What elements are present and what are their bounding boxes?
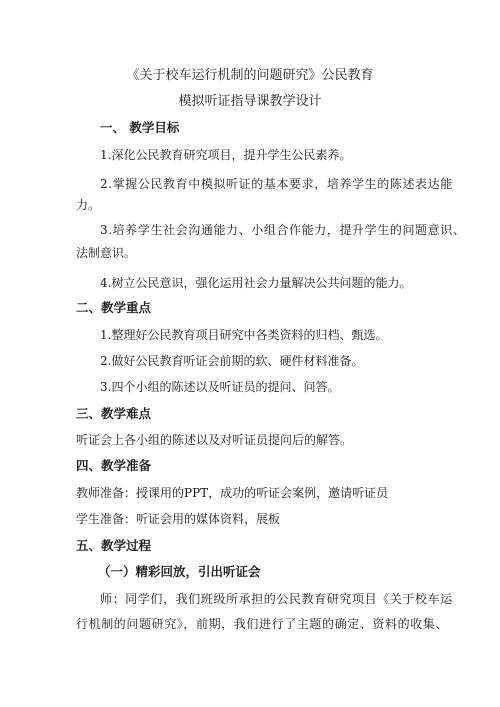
key-point-item-1: 1.整理好公民教育项目研究中各类资料的归档、甄选。	[100, 328, 388, 342]
document-title-line-2: 模拟听证指导课教学设计	[178, 94, 322, 109]
objective-item-2-line-1: 2.掌握公民教育中模拟听证的基本要求，培养学生的陈述表达能	[100, 177, 453, 191]
section-heading-process: 五、教学过程	[76, 538, 152, 553]
teacher-preparation: 教师准备：授课用的PPT，成功的听证会案例，邀请听证员	[76, 486, 389, 500]
process-text-line-1: 师：同学们，我们班级所承担的公民教育研究项目《关于校车运	[100, 592, 453, 606]
key-point-item-2: 2.做好公民教育听证会前期的软、硬件材料准备。	[100, 354, 364, 368]
document-title-line-1: 《关于校车运行机制的问题研究》公民教育	[126, 68, 374, 83]
process-subheading-1: （一）精彩回放，引出听证会	[98, 564, 261, 579]
section-heading-key-points: 二、教学重点	[76, 300, 152, 315]
objective-item-2-line-2: 力。	[76, 198, 101, 212]
key-point-item-3: 3.四个小组的陈述以及听证员的提问、问答。	[100, 380, 340, 394]
section-heading-preparation: 四、教学准备	[76, 458, 152, 473]
difficulty-text: 听证会上各小组的陈述以及对听证员提问后的解答。	[76, 433, 353, 447]
section-heading-difficulties: 三、教学难点	[76, 406, 152, 421]
section-heading-objectives: 一、 教学目标	[100, 120, 180, 135]
objective-item-3-line-1: 3.培养学生社会沟通能力、小组合作能力，提升学生的问题意识、	[100, 223, 466, 237]
objective-item-1: 1.深化公民教育研究项目，提升学生公民素养。	[100, 148, 352, 162]
process-text-line-2: 行机制的问题研究》，前期，我们进行了主题的确定、资料的收集、	[76, 617, 449, 631]
objective-item-4: 4.树立公民意识，强化运用社会力量解决公共问题的能力。	[100, 276, 412, 290]
student-preparation: 学生准备：听证会用的媒体资料，展板	[76, 512, 281, 526]
objective-item-3-line-2: 法制意识。	[76, 246, 137, 260]
